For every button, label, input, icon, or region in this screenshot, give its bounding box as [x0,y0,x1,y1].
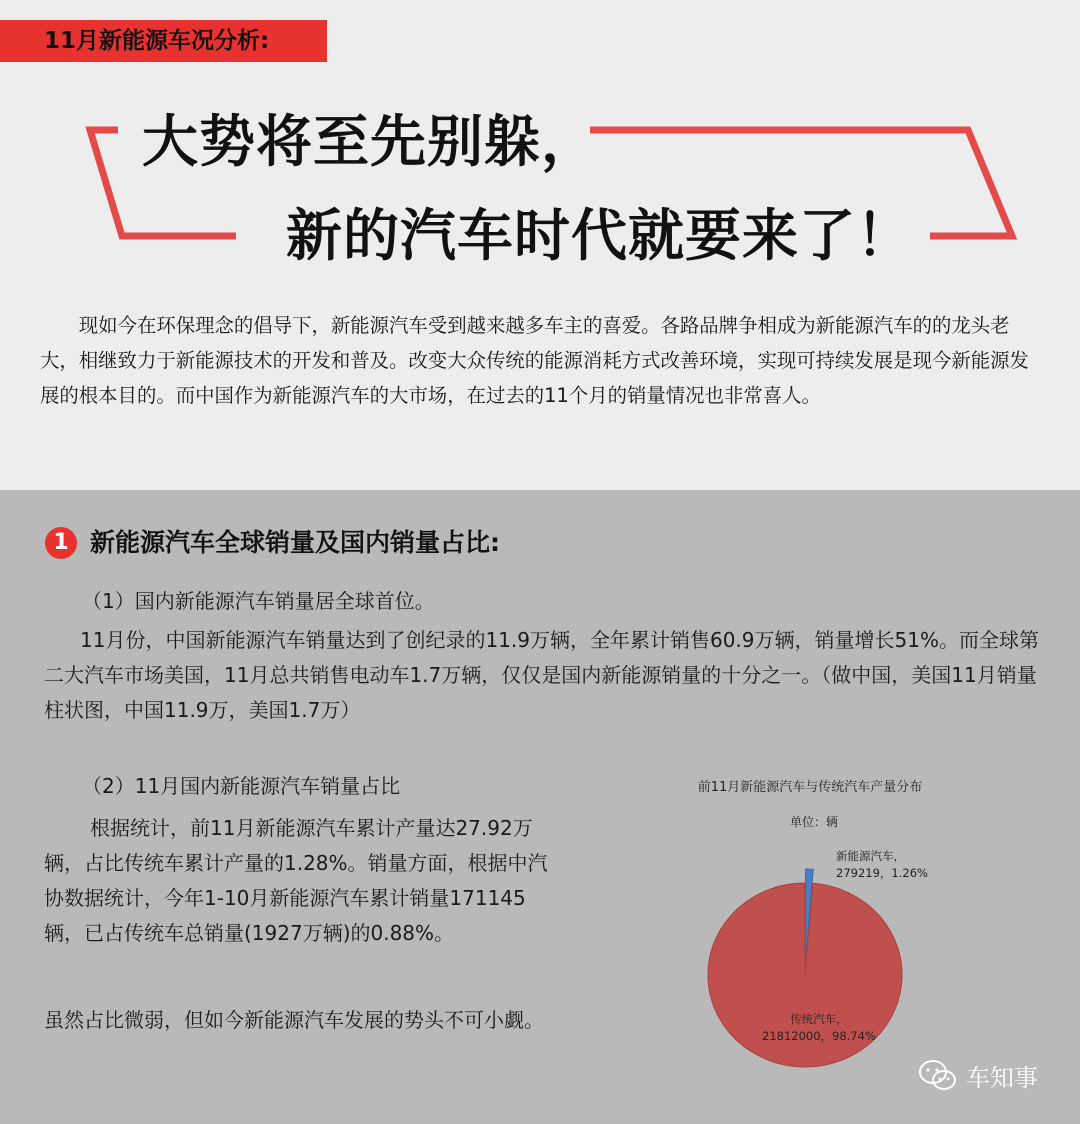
chart-title: 前11月新能源汽车与传统汽车产量分布 [697,780,923,795]
intro-paragraph: 现如今在环保理念的倡导下，新能源汽车受到越来越多车主的喜爱。各路品牌争相成为新能源汽车的的龙头老大，相继致力于新能源技术的开发和普及。改变大众传统的能源消耗方式改善环境，实现可持续发展是现今新能源发展的根本目的。而中国作为新能源汽车的大市场，在过去的11个月的销量情况也非常喜人。 [40,314,1029,407]
subsection-2-heading: （2）11月国内新能源汽车销量占比 [82,774,401,798]
subsection-1-text: 11月份，中国新能源汽车销量达到了创纪录的11.9万辆，全年累计销售60.9万辆，销量增长51%。而全球第二大汽车市场美国，11月总共销售电动车1.7万辆，仅仅是国内新能源销量的十分之一。（做中国，美国11月销量柱状图，中国11.9万，美国1.7万） [44,628,1039,722]
headline-line-2: 新的汽车时代就要来了！ [286,204,913,269]
subsection-1-heading: （1）国内新能源汽车销量居全球首位。 [82,589,435,613]
section-number-badge: 1 [45,527,77,559]
watermark-text: 车知事 [966,1064,1038,1092]
pie-label-traditional [762,1011,876,1045]
pie-label-nev-line1: 新能源汽车， [836,849,905,863]
pie-label-nev [836,848,928,882]
subsection-2-conclusion: 虽然占比微弱，但如今新能源汽车发展的势头不可小觑。 [44,1008,544,1032]
pie-label-trad-line1: 传统汽车， [790,1012,848,1026]
section-title: 新能源汽车全球销量及国内销量占比: [90,528,500,557]
wechat-icon [918,1059,958,1093]
pie-label-trad-line2: 21812000，98.74% [762,1029,876,1043]
banner-text: 11月新能源车况分析: [44,28,270,54]
headline-line-1: 大势将至先别躲， [142,110,598,175]
pie-label-nev-line2: 279219，1.26% [836,866,928,880]
watermark [918,1058,1038,1093]
chart-unit: 单位：辆 [790,815,839,829]
subsection-2-text: 根据统计，前11月新能源汽车累计产量达27.92万辆，占比传统车累计产量的1.28%。销量方面，根据中汽协数据统计，今年1-10月新能源汽车累计销量171145辆，已占传统车总销量(1927万辆)的0.88%。 [44,816,548,945]
